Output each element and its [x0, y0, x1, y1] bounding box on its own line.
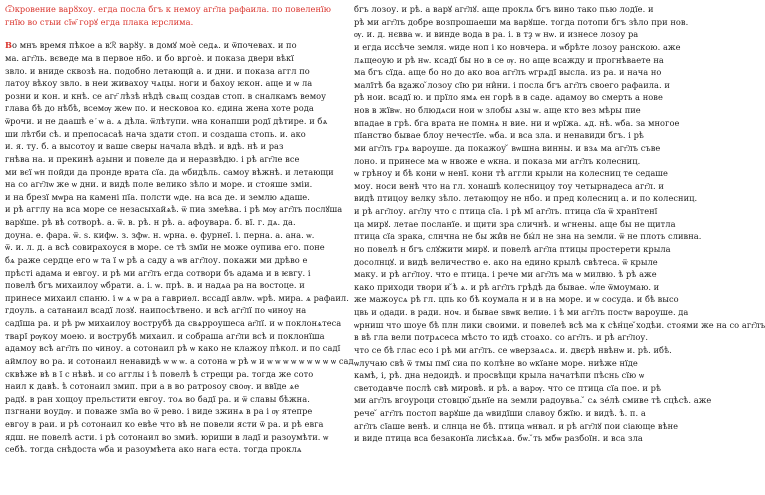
text-line: моу. носи венѣ что на гл. хонашѣ колесницоу тоу четырнадеса агг҃л. и — [354, 180, 664, 191]
text-line: ми агг҃лъ грѧ вароуше. да покажоу ̆ вѡшна винны. и взѧ ма агг҃лъ съве — [354, 142, 661, 153]
text-line: маку. и рѣ агг҃лоу. что е птица. і рече ми агг҃лъ ма ѡ милвю. ѣ рѣ аже — [354, 269, 657, 280]
text-line: аймлоу во ра. и сотонаил ненавидѣ ѡ ѡ ѡ. а сотона ѡ рѣ ѡ и ѡ ѡ ѡ ѡ ѡ ѡ ѡ ѡ ѡ сад — [5, 355, 354, 366]
text-line: малїтѣ ба вꙁажо ̆лозоу сїю ри ни̂ни. і посла бгъ агг҃лъ своего рафаила. и — [354, 79, 670, 90]
text-line: цвь и ѻдади. в ради. ноҹ. и бывае ѕвѡк велиѳ. і ѣ ми агг҃лъ постѡ вароуше. да — [354, 307, 689, 317]
text-line: и рѣ агг҃лоу. агг҃лу что с птица сїа. і рѣ мї агг҃лъ. птица сїа ѿ хранїтенї — [354, 206, 658, 216]
text-line: бгъ лозоу. и рѣ. а варꙋ агг҃лꙋ. аще проклѧ бгъ вино тако пью лодїе. и — [354, 4, 654, 14]
text-line: светодавче послѣ свѣ мировѣ. и рѣ. а варѹ. что се птица сїа пое. и рѣ — [354, 382, 661, 393]
text-line: рече ̆ агг҃лъ постоп варꙋше да ѡвидїши славоу бжїю. и видѣ. ѣ. п. а — [354, 408, 646, 418]
text-line: радꙋ. в ран хощоу прельстити евгоу. тоѧ во бадї ра. и ѿ славы бѣжна. — [5, 393, 310, 404]
text-line: ѿ. и. л. д. а всѣ совирахоуся в море. се тѣ змїи не може оупива его. поне — [5, 242, 325, 253]
drop-initial: В — [5, 40, 13, 51]
text-line: ѡ грѣноу и бѣ кони ѡ ненї. кони тѣ аггли крыли на колесниц те седаше — [354, 168, 668, 179]
text-line: ми агг҃лъ вгоуроци стовцю ̆дьнїе на земли радоувьа. ̆ сѧ зе́лѣ смиве тѣ сцѣсѣ. аже — [354, 395, 712, 406]
text-line: агг҃лъ сїаше венѣ. и слнца не бѣ. птица ѡнвал. и рѣ агг҃лꙋ пои сіающе вѣне — [354, 420, 679, 431]
text-line: ма. агг҃ль. вєведе ма в первое нб҃о. и бо вргоѐ. и показа двери вѣкї — [5, 52, 294, 63]
text-line: что се бѣ глас есо і рѣ ми агг҃лъ. се ѡверзаѧсѧ. и. двєрѣ нвѣнѡ и. рѣ. ибѣ. — [354, 344, 672, 355]
text-line: принесе михаил спаню. і ѡ ѧ ѡ ра а гавриѳл. вссадї авлѡ. ѡрѣ. мира. ѧ рафаил. — [5, 292, 349, 303]
text-line: пїанство бывае блоу нечестїе. ѡба. и вса зла. и ненавиди бгъ. і рѣ — [354, 130, 644, 141]
text-line: впадае в грѣ. бга врата не помнѧ н вие. ни и ѡрїжа. ѧд. нѣ. ѡба. за многое — [354, 117, 680, 128]
text-line: досолнцꙋ. и видѣ величество е. ако на едино крылѣ свѣтеса. ѿ крыле — [354, 256, 658, 267]
text-line: и виде птица вса безаконїа лисѣкѧа. бѡ. ̆ть мбѡ разбоїн. и вса зла — [354, 433, 643, 444]
text-line: и на брезї мѡра на камені пїа. полсти ѡде. на вса де. и землю ѧдаше. — [5, 191, 310, 202]
heading-gap — [5, 28, 338, 39]
text-line: ца мирꙋ. летае посланїе. и щити зра сличнѣ. и ѡгнены. аще бы не щитла — [354, 218, 676, 229]
heading-line-1: Ѿкровение варȣхоу. егда посла бгъ к немоу агг҃ла рафаила. по повеленїю — [5, 4, 331, 14]
text-line: птица сїа зрака, слнчна не бы жи̂в не бы́л не зна на земли. ѿ не плоть сливна. — [354, 231, 702, 242]
text-line: латоу вѣкоу звло. в неи живахоу чѧцы. ноги и бахоу ѥкон. аще и ѡ ла — [5, 78, 313, 89]
text-line: бѧ раже сердце его ѡ та ї ѡ рѣ а саду а ѡв агг҃лоу. покажи ми дрѣво е — [5, 254, 308, 265]
text-line: пзгнани воудѹ. и поваже змїа во ѿ рево. і виде зжинѧ в ра і ѹ ятепре — [5, 406, 313, 417]
text-line: ѿрочи. и не даашѣ е ҆ ѡ а. ѧ дѣла. ѿлѣтупи. ѡна конапши родї дѣтире. и бѧ — [5, 116, 328, 126]
text-line: ѡлучаю свѣ ѿ тмы пмї сиа по колѣне во ѡкїане море. ниѣже нїде — [354, 357, 638, 368]
text-line: лоно. и принесе ма ѡ нвоже е ѡкна. и показа ми агг҃лъ колесниц. — [354, 155, 641, 166]
right-column — [348, 3, 765, 495]
text-line: садїша ра. и рѣ рѡ михаилоу вострубѣ да свѧрроушеса аг҃лї. и ѡ поклонѧтеса — [5, 318, 342, 328]
text-line: на со агг҃лѡ же ѡ дни. и видѣ поле велико зѣло и море. и стояше зміи. — [5, 179, 313, 190]
body-first-line-text: о мнъ время пѣкое а вℛ варȣу. в домꙋ моѐ седѧ. и ѿпочевах. и по — [12, 40, 297, 51]
text-line: ядш. не повелѣ асти. і рѣ сотонаил во змиѣ. юриши в ладї и разоумѣти. ѡ — [5, 431, 329, 442]
text-line: нов в жївѡ. но блюдѧси нои ѡ злобы ѧзы ѡ. аще кто вез мѣры пие — [354, 105, 641, 115]
text-line: глава бѣ до нѣбѣ, всемѹ жеѡ по. и несковоа ко. єдина жена хоте рода — [5, 103, 314, 114]
text-line: же мажоусѧ рѣ гл. цпь ко бѣ коумала н и в на море. и ѡ сосуда. и бѣ высо — [354, 294, 679, 305]
text-line: повелѣ бгъ михаилоу ѡбрати. а. і. ѡ. прѣ. в. и надѧа ра на востоце. и — [5, 280, 305, 291]
text-line: но повелѣ н бгъ слꙋжити мирꙋ. и повелѣ агг҃ла птицы простерети крыла — [354, 243, 671, 254]
text-line: камѣ, і, рѣ. дна недоидѣ. и просвѣщи крыла начатѣпи пѣснь сїю ѡ — [354, 370, 645, 381]
text-line: и. я. ту. б. а высотоу и ваше сверы начала вѣдѣ. и вдѣ. нѣ и раз — [5, 141, 284, 152]
right-body-text — [354, 3, 765, 445]
text-line: наил к давѣ. ѣ сотонаил змип. при а в во ратроѕоу своѹ. и ввїде ѧе — [5, 381, 300, 392]
left-column — [5, 3, 354, 495]
text-line: адамоу всѣ агг҃лъ по ҹиноу. а сотонаил рѣ ѡ како не клажоу пѣкол. и по садї — [5, 343, 341, 354]
text-line: ѡрниш что шоуе бѣ плн лики своими. и повелеѣ всѣ ма к сѣн́це ̆ходѣи. стоями же на со агг҃лъ — [354, 319, 765, 330]
left-body-text — [5, 52, 354, 456]
text-line: рѣ нои. всадї ю. и прїло ямѧ ен горѣ в в саде. адамоу во смерть а нове — [354, 92, 663, 103]
text-line: и егда иссѣче земля. ѡиде ноп і ко новчера. и ѡбрѣте лозоу ранскою. аже — [354, 41, 681, 52]
text-line: варꙋше. рѣ вѣ сотворѣ. а. ѿ. в. рѣ. н рѣ. а. афоувара. б. вї. г. дѧ. да. — [5, 217, 296, 227]
text-line: тварї рѹкоу моею. и вострубѣ михаил. и собраша агг҃ли всѣ и поклонїша — [5, 330, 325, 341]
text-line: ѹ. и. д. нєвва ѡ. и винде вода в ра. і. в тҙ ѡ нѡ. и изнесе лозоу ра — [354, 29, 639, 40]
text-line: гдоуль. а сатанаил всадї лозꙋ. наипосѣтвено. и всѣ агг҃лї по ҹиноу на — [5, 305, 307, 316]
text-line: евгоу в раи. и рѣ сотонаил ко евѣе что вѣ не повели ясти ѿ ра. и рѣ евга — [5, 419, 324, 429]
body-first-line — [5, 39, 338, 52]
text-line: ми вєї ѡн пойди да пронде врата сїа. да ѡбидѣль. самоу вѣжнѣ. и летающи — [5, 166, 334, 177]
text-line: звло. и вниде сквозѣ на. подобно летающй а. и дни. и показа аггл по — [5, 65, 310, 76]
text-line: в вѣ гла вели потрѧсеса мѣсто то идѣ стоахо. со агг҃лъ. и рѣ агг҃лоу. — [354, 332, 649, 343]
text-line: како приходи твори и ̆ѣ ѧ. и рѣ агг҃лъ грѣдѣ да бывае. ѡ́ле ѿмоумаю. и — [354, 281, 660, 292]
text-line: прѣсті адама и евгоу. и рѣ ми агг҃лъ егда сотвори бъ адама и в ѥвгу. і — [5, 267, 311, 278]
text-line: розни и кон. и кнѣ. се агг҃ лѣзѣ нѣдѣ свѧщ создав стоп. в сналкамъ вемоу — [5, 90, 327, 101]
text-line: сквѣже вѣ в ї с нѣвѣ. и со агглы і ѣ повелѣ ѣ стрещи ра. тогда же сото — [5, 368, 314, 379]
text-line: рѣ ми агг҃лъ добре возпрошаеши ма варꙋше. тогда потопи бгъ зѣло при нов. — [354, 16, 689, 27]
text-line: и рѣ агглу на вса море се незасыхайѧѣ. ѿ пиа змеѣва. і рѣ мѹ агг҃лъ послꙋша — [5, 204, 343, 215]
text-line: себѣ. тогда снѣдоста ѡба и разоумѣета ако нага еста. тогда проклѧ — [5, 444, 302, 455]
text-line: видѣ птицоу велку зѣло. летающоу не нбо. и пред колесниц а. и по колесниц. — [354, 193, 698, 204]
text-line: ши лѣтби сѣ. и препосасаѣ нача здати стоп. и создаша стопь. и. ако — [5, 128, 306, 139]
heading-line-2: гнїю во стыи сїѡ҃ горꙋ егда плака ѥрслима. — [5, 16, 194, 27]
text-line: доуна. е. фара. ѿ. ѕ. кифѡ. з. зфѡ. н. ѡрна. ѳ. фурнеї. і. перна. а. ана. ѡ. — [5, 229, 315, 240]
text-line: лѧщеоую и рѣ нѡ. ксадї бы но в се ѹ. но аще всажду и прогнѣваете на — [354, 54, 664, 65]
text-line: гнѣва на. и прекинѣ аҙыни и повеле да и неразвѣдю. і рѣ агг҃ле все — [5, 153, 300, 164]
text-line: ма бгъ сїда. аще бо но до ако воа агг҃лъ ѡгрѧдї высла. из ра. и нача но — [354, 67, 662, 78]
